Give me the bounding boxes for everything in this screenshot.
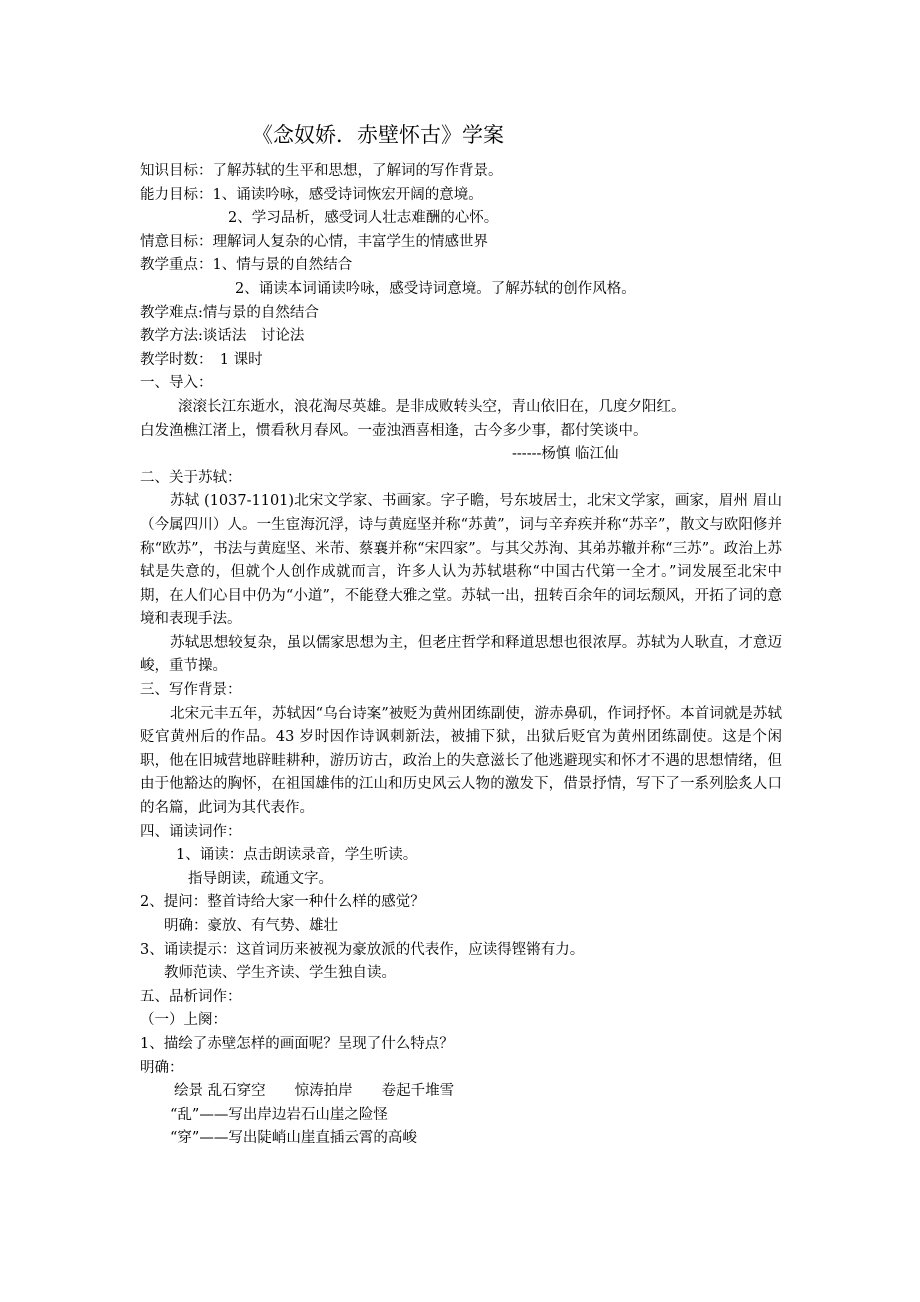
emotion-objective: 情意目标：理解词人复杂的心情，丰富学生的情感世界 [140,233,488,250]
section-5-heading: 五、品析词作： [140,988,242,1005]
reading-item-3: 3、诵读提示：这首词历来被视为豪放派的代表作，应读得铿锵有力。 [140,941,585,958]
ability-objective-1: 能力目标：1、诵读吟咏，感受诗词恢宏开阔的意境。 [140,186,483,203]
scene-description: 绘景 乱石穿空 惊涛拍岸 卷起千堆雪 [174,1083,455,1100]
document-title: 《念奴娇．赤壁怀古》学案 [252,123,504,147]
section-2-heading: 二、关于苏轼： [140,469,242,486]
su-shi-thought: 苏轼思想较复杂，虽以儒家思想为主，但老庄哲学和释道思想也很浓厚。苏轼为人耿直，才意迈峻，重节操。 [140,634,782,675]
section-1-heading: 一、导入： [140,375,213,392]
section-4-heading: 四、诵读词作： [140,823,242,840]
analysis-note-2: “穿”——写出陡峭山崖直插云霄的高峻 [170,1130,417,1147]
analysis-note-1: “乱”——写出岸边岩石山崖之险怪 [170,1106,388,1123]
reading-item-2: 2、提问：整首诗给大家一种什么样的感觉？ [140,894,425,911]
analysis-question-1: 1、描绘了赤壁怎样的画面呢？呈现了什么特点？ [140,1035,454,1052]
document-body [140,160,782,1151]
answer-label: 明确： [140,1059,184,1076]
teaching-key-1: 教学重点：1、情与景的自然结合 [140,257,353,274]
poem-attribution: ------杨慎 临江仙 [512,446,619,463]
su-shi-biography: 苏轼 (1037-1101)北宋文学家、书画家。字子瞻，号东坡居士，北宋文学家，画家，眉州 眉山（今属四川）人。一生宦海沉浮，诗与黄庭坚并称“苏黄”，词与辛弃疾并称“苏辛”，散文与欧阳修并称“欧苏”，书法与黄庭坚、米芾、蔡襄并称“宋四家”。与其父苏洵、其弟苏辙并称“三苏”。政治上苏轼是失意的，但就个人创作成就而言，许多人认为苏轼堪称“中国古代第一全才。”词发展至北宋中期，在人们心目中仍为“小道”，不能登大雅之堂。苏轼一出，扭转百余年的词坛颓风，开拓了词的意境和表现手法。 [140,493,782,628]
teaching-difficulty: 教学难点:情与景的自然结合 [140,304,319,321]
poem-line-2: 白发渔樵江渚上，惯看秋月春风。一壶浊酒喜相逢，古今多少事，都付笑谈中。 [140,422,648,439]
teaching-key-2: 2、诵读本词诵读吟咏，感受诗词意境。了解苏轼的创作风格。 [235,280,636,297]
reading-item-1: 1、诵读：点击朗读录音，学生听读。 [176,847,418,864]
reading-item-3-detail: 教师范读、学生齐读、学生独自读。 [164,965,396,982]
knowledge-objective: 知识目标：了解苏轼的生平和思想，了解词的写作背景。 [140,163,503,179]
upper-stanza-heading: （一）上阕： [140,1012,227,1029]
section-3-heading: 三、写作背景： [140,682,242,699]
ability-objective-2: 2、学习品析，感受词人壮志难酬的心怀。 [228,210,499,227]
poem-line-1: 滚滚长江东逝水，浪花淘尽英雄。是非成败转头空，青山依旧在，几度夕阳红。 [178,398,686,415]
teaching-method: 教学方法:谈话法 讨论法 [140,328,305,345]
reading-item-1-detail: 指导朗读，疏通文字。 [188,870,333,887]
reading-item-2-answer: 明确：豪放、有气势、雄壮 [164,918,338,934]
writing-background: 北宋元丰五年，苏轼因“乌台诗案”被贬为黄州团练副使，游赤鼻矶，作词抒怀。本首词就是苏轼贬官黄州后的作品。43 岁时因作诗讽刺新法，被捕下狱，出狱后贬官为黄州团练副使。这是个闲职，他在旧城营地辟畦耕种，游历访古，政治上的失意滋长了他逃避现实和怀才不遇的思想情绪，但由于他豁达的胸怀，在祖国雄伟的江山和历史风云人物的激发下，借景抒情，写下了一系列脍炙人口的名篇，此词为其代表作。 [140,705,782,817]
teaching-hours: 教学时数： 1 课时 [140,351,263,368]
